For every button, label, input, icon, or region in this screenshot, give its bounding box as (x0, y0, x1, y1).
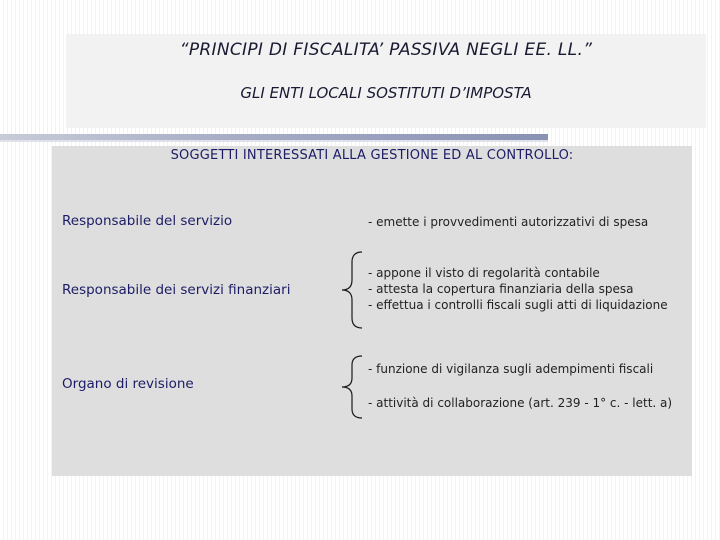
slide-subtitle: GLI ENTI LOCALI SOSTITUTI D’IMPOSTA (240, 84, 532, 102)
slide-title: “PRINCIPI DI FISCALITA’ PASSIVA NEGLI EE. LL.” (179, 40, 593, 60)
duty-item: - appone il visto di regolarità contabile (368, 266, 600, 280)
duty-item: - attesta la copertura finanziaria della spesa (368, 282, 634, 296)
accent-bar-shadow (0, 140, 548, 142)
duty-item: - effettua i controlli fiscali sugli atti di liquidazione (368, 298, 668, 312)
brace-icon (338, 250, 368, 330)
duty-item: - emette i provvedimenti autorizzativi di spesa (368, 215, 649, 229)
role-responsabile-servizi-finanziari: Responsabile dei servizi finanziari (62, 282, 291, 298)
section-heading: SOGGETTI INTERESSATI ALLA GESTIONE ED AL CONTROLLO: (170, 148, 574, 163)
role-responsabile-servizio: Responsabile del servizio (62, 213, 233, 229)
brace-icon (338, 354, 368, 420)
duty-item: - attività di collaborazione (art. 239 - 1° c. - lett. a) (368, 396, 673, 410)
duty-item: - funzione di vigilanza sugli adempimenti fiscali (368, 362, 654, 376)
role-organo-revisione: Organo di revisione (62, 376, 194, 392)
